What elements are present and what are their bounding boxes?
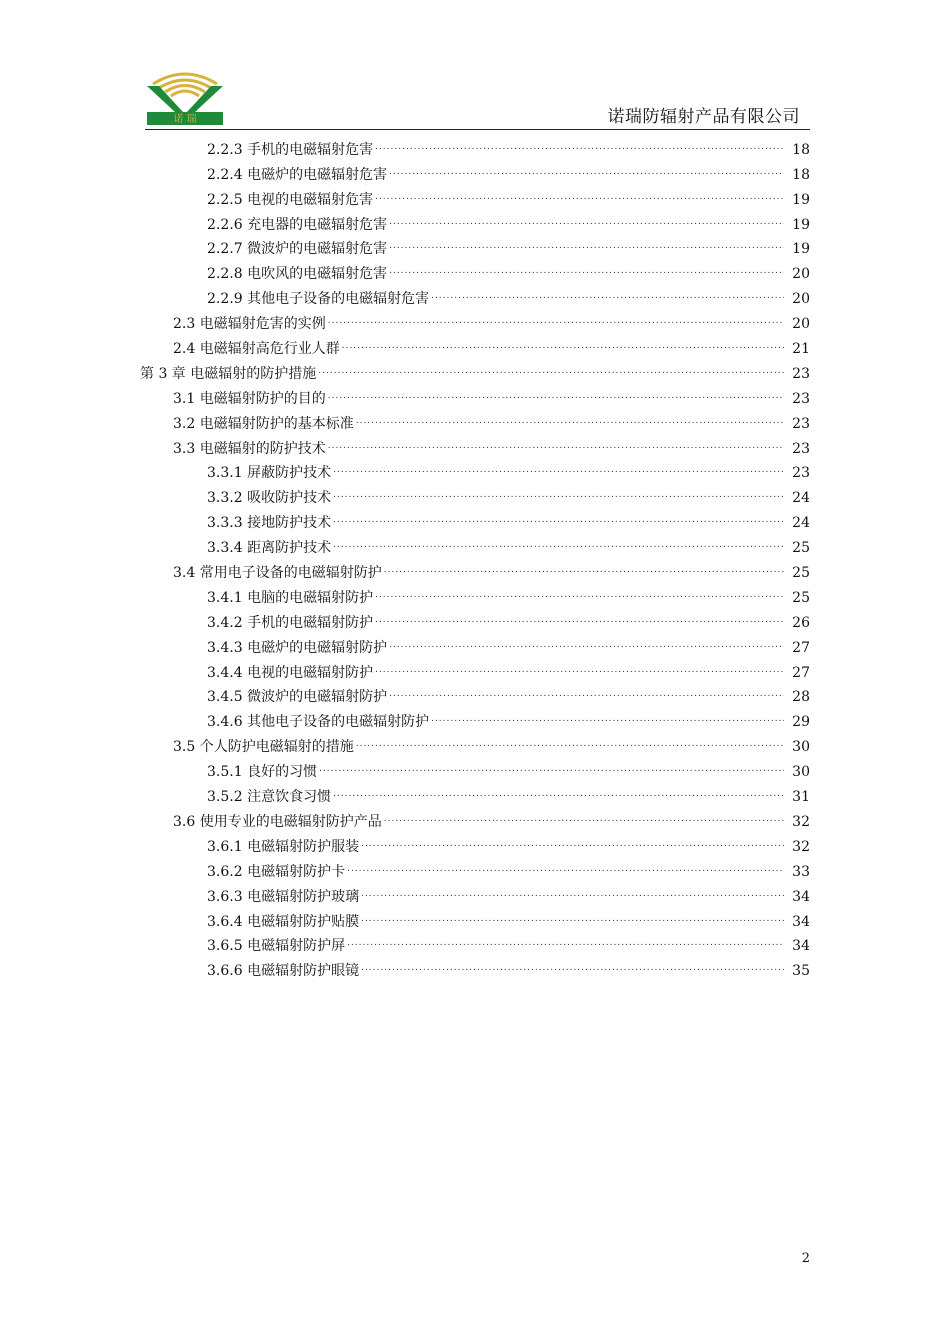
toc-entry-page: 29	[792, 714, 810, 731]
toc-entry-title: 3.4 常用电子设备的电磁辐射防护	[173, 565, 382, 582]
toc-entry[interactable]	[140, 458, 810, 483]
toc-entry[interactable]	[140, 209, 810, 234]
toc-entry-page: 27	[792, 639, 810, 656]
toc-entry[interactable]	[140, 931, 810, 956]
toc-entry-title: 3.6 使用专业的电磁辐射防护产品	[173, 813, 382, 830]
toc-entry-title: 3.1 电磁辐射防护的目的	[173, 390, 326, 407]
toc-entry-title: 2.3 电磁辐射危害的实例	[173, 316, 326, 333]
toc-entry-page: 34	[792, 888, 810, 905]
toc-entry-page: 24	[792, 490, 810, 507]
toc-entry-title: 3.6.4 电磁辐射防护贴膜	[207, 913, 360, 930]
toc-entry-title: 3.6.6 电磁辐射防护眼镜	[207, 963, 360, 980]
toc-entry-title: 3.3.1 屏蔽防护技术	[207, 465, 332, 482]
toc-leader-dots	[356, 733, 784, 753]
toc-entry-title: 3.3 电磁辐射的防护技术	[173, 440, 326, 457]
toc-entry-title: 3.5.2 注意饮食习惯	[207, 789, 332, 806]
toc-leader-dots	[375, 136, 784, 156]
toc-entry[interactable]	[140, 657, 810, 682]
toc-entry-title: 2.2.7 微波炉的电磁辐射危害	[207, 241, 388, 258]
toc-entry[interactable]	[140, 856, 810, 881]
toc-leader-dots	[333, 534, 784, 554]
toc-entry-page: 18	[792, 141, 810, 158]
toc-entry[interactable]	[140, 781, 810, 806]
toc-entry-title: 2.2.3 手机的电磁辐射危害	[207, 141, 374, 158]
toc-entry-title: 3.2 电磁辐射防护的基本标准	[173, 415, 354, 432]
toc-entry-title: 3.5.1 良好的习惯	[207, 764, 318, 781]
toc-entry-title: 2.2.6 充电器的电磁辐射危害	[207, 216, 388, 233]
toc-entry[interactable]	[140, 756, 810, 781]
toc-entry-title: 2.2.4 电磁炉的电磁辐射危害	[207, 166, 388, 183]
toc-entry[interactable]	[140, 159, 810, 184]
toc-leader-dots	[389, 683, 784, 703]
toc-entry-page: 23	[792, 465, 810, 482]
toc-entry-page: 19	[792, 241, 810, 258]
toc-entry-page: 33	[792, 863, 810, 880]
toc-entry[interactable]	[140, 184, 810, 209]
company-logo-icon	[145, 66, 225, 126]
toc-entry-page: 34	[792, 938, 810, 955]
toc-entry-title: 3.6.1 电磁辐射防护服装	[207, 838, 360, 855]
toc-entry-page: 34	[792, 913, 810, 930]
toc-leader-dots	[361, 957, 784, 977]
toc-entry[interactable]	[140, 632, 810, 657]
toc-entry-page: 25	[792, 540, 810, 557]
header-rule	[145, 129, 810, 130]
toc-entry-page: 25	[792, 589, 810, 606]
toc-leader-dots	[431, 285, 784, 305]
toc-entry-title: 2.4 电磁辐射高危行业人群	[173, 341, 340, 358]
page-header	[145, 66, 810, 130]
toc-entry-page: 23	[792, 365, 810, 382]
toc-entry-page: 18	[792, 166, 810, 183]
toc-entry[interactable]	[140, 507, 810, 532]
toc-entry-page: 23	[792, 440, 810, 457]
toc-entry[interactable]	[140, 134, 810, 159]
toc-entry[interactable]	[140, 881, 810, 906]
toc-entry-title: 3.4.5 微波炉的电磁辐射防护	[207, 689, 388, 706]
toc-entry[interactable]	[140, 358, 810, 383]
toc-entry-title: 3.3.2 吸收防护技术	[207, 490, 332, 507]
toc-leader-dots	[389, 634, 784, 654]
toc-entry-title: 第 3 章 电磁辐射的防护措施	[140, 365, 317, 382]
toc-entry[interactable]	[140, 433, 810, 458]
toc-leader-dots	[384, 559, 784, 579]
toc-entry-page: 20	[792, 266, 810, 283]
toc-leader-dots	[328, 435, 784, 455]
toc-entry-page: 32	[792, 813, 810, 830]
toc-leader-dots	[375, 609, 784, 629]
toc-entry-page: 23	[792, 390, 810, 407]
toc-entry[interactable]	[140, 906, 810, 931]
toc-leader-dots	[384, 808, 784, 828]
toc-entry-title: 3.5 个人防护电磁辐射的措施	[173, 739, 354, 756]
toc-entry-page: 35	[792, 963, 810, 980]
toc-entry[interactable]	[140, 706, 810, 731]
toc-leader-dots	[389, 211, 784, 231]
toc-entry-title: 2.2.9 其他电子设备的电磁辐射危害	[207, 291, 430, 308]
toc-entry[interactable]	[140, 408, 810, 433]
toc-entry[interactable]	[140, 283, 810, 308]
toc-leader-dots	[333, 484, 784, 504]
toc-entry-page: 19	[792, 216, 810, 233]
toc-entry-page: 32	[792, 838, 810, 855]
toc-leader-dots	[389, 260, 784, 280]
toc-leader-dots	[333, 783, 784, 803]
toc-leader-dots	[375, 659, 784, 679]
page-number: 2	[801, 1251, 810, 1266]
toc-entry-title: 3.4.6 其他电子设备的电磁辐射防护	[207, 714, 430, 731]
toc-leader-dots	[342, 335, 784, 355]
toc-entry-page: 30	[792, 739, 810, 756]
toc-leader-dots	[389, 235, 784, 255]
toc-leader-dots	[389, 161, 784, 181]
toc-entry-title: 3.4.4 电视的电磁辐射防护	[207, 664, 374, 681]
toc-entry-title: 3.3.3 接地防护技术	[207, 515, 332, 532]
toc-entry[interactable]	[140, 955, 810, 980]
toc-entry-title: 3.4.1 电脑的电磁辐射防护	[207, 589, 374, 606]
toc-leader-dots	[375, 584, 784, 604]
toc-entry[interactable]	[140, 557, 810, 582]
toc-leader-dots	[361, 908, 784, 928]
toc-entry-page: 20	[792, 291, 810, 308]
toc-entry-title: 3.3.4 距离防护技术	[207, 540, 332, 557]
toc-entry[interactable]	[140, 831, 810, 856]
toc-entry[interactable]	[140, 682, 810, 707]
toc-entry[interactable]	[140, 258, 810, 283]
toc-entry-page: 27	[792, 664, 810, 681]
toc-entry-title: 3.6.2 电磁辐射防护卡	[207, 863, 346, 880]
toc-entry-page: 20	[792, 316, 810, 333]
toc-entry[interactable]	[140, 333, 810, 358]
toc-leader-dots	[356, 410, 784, 430]
toc-leader-dots	[319, 758, 784, 778]
toc-entry-page: 21	[792, 341, 810, 358]
logo-text: 诺 瑞	[173, 114, 197, 125]
toc-leader-dots	[333, 509, 784, 529]
toc-entry-page: 26	[792, 614, 810, 631]
toc-entry[interactable]	[140, 383, 810, 408]
toc-entry[interactable]	[140, 234, 810, 259]
toc-entry-page: 23	[792, 415, 810, 432]
table-of-contents	[140, 134, 810, 980]
toc-entry-page: 19	[792, 191, 810, 208]
toc-entry-title: 3.6.3 电磁辐射防护玻璃	[207, 888, 360, 905]
toc-entry-page: 24	[792, 515, 810, 532]
toc-leader-dots	[431, 708, 784, 728]
toc-entry-page: 30	[792, 764, 810, 781]
toc-entry-page: 31	[792, 789, 810, 806]
toc-entry[interactable]	[140, 582, 810, 607]
toc-leader-dots	[361, 883, 784, 903]
toc-entry-title: 3.4.3 电磁炉的电磁辐射防护	[207, 639, 388, 656]
toc-leader-dots	[328, 385, 784, 405]
toc-entry-title: 3.6.5 电磁辐射防护屏	[207, 938, 346, 955]
toc-entry-title: 2.2.5 电视的电磁辐射危害	[207, 191, 374, 208]
toc-entry-title: 3.4.2 手机的电磁辐射防护	[207, 614, 374, 631]
toc-entry[interactable]	[140, 806, 810, 831]
toc-leader-dots	[347, 858, 784, 878]
toc-entry[interactable]	[140, 731, 810, 756]
toc-entry[interactable]	[140, 308, 810, 333]
toc-entry[interactable]	[140, 532, 810, 557]
toc-entry-page: 25	[792, 565, 810, 582]
toc-entry-page: 28	[792, 689, 810, 706]
toc-leader-dots	[375, 186, 784, 206]
toc-leader-dots	[328, 310, 784, 330]
toc-entry[interactable]	[140, 607, 810, 632]
toc-leader-dots	[361, 833, 784, 853]
toc-entry[interactable]	[140, 482, 810, 507]
company-name: 诺瑞防辐射产品有限公司	[607, 107, 800, 127]
toc-leader-dots	[333, 459, 784, 479]
toc-leader-dots	[347, 932, 784, 952]
toc-leader-dots	[318, 360, 784, 380]
toc-entry-title: 2.2.8 电吹风的电磁辐射危害	[207, 266, 388, 283]
